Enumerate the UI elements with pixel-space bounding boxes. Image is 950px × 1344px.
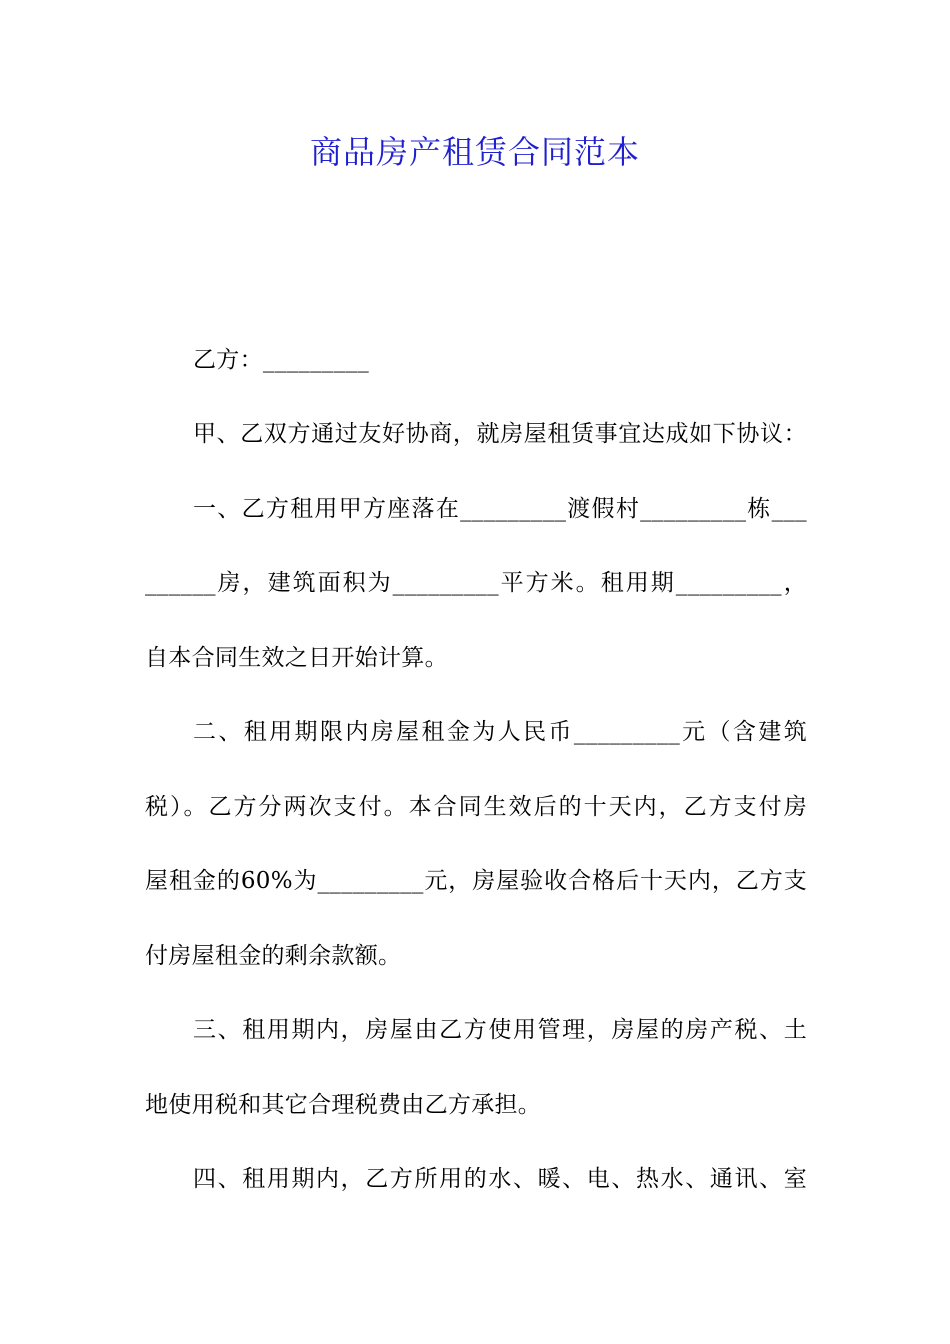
clause-1-line-1: 一、乙方租用甲方座落在_________渡假村_________栋___ — [193, 496, 807, 522]
clause-1-line-2: ______房，建筑面积为_________平方米。租用期_________， — [145, 570, 807, 596]
clause-3-line-2: 地使用税和其它合理税费由乙方承担。 — [145, 1092, 542, 1118]
clause-1-line-3: 自本合同生效之日开始计算。 — [145, 645, 448, 671]
clause-2-line-4: 付房屋租金的剩余款额。 — [145, 943, 402, 969]
clause-2-line-1: 二、租用期限内房屋租金为人民币_________元（含建筑 — [193, 719, 807, 745]
clause-4-line-1: 四、租用期内，乙方所用的水、暖、电、热水、通讯、室 — [193, 1166, 807, 1192]
clause-3-line-1: 三、租用期内，房屋由乙方使用管理，房屋的房产税、土 — [193, 1017, 807, 1043]
clause-2-line-2: 税）。乙方分两次支付。本合同生效后的十天内，乙方支付房 — [145, 794, 807, 820]
party-b-line: 乙方：_________ — [193, 347, 370, 373]
preamble-line: 甲、乙双方通过友好协商，就房屋租赁事宜达成如下协议： — [193, 421, 807, 447]
document-title: 商品房产租赁合同范本 — [309, 133, 640, 171]
clause-2-line-3: 屋租金的60%为_________元，房屋验收合格后十天内，乙方支 — [145, 868, 807, 894]
